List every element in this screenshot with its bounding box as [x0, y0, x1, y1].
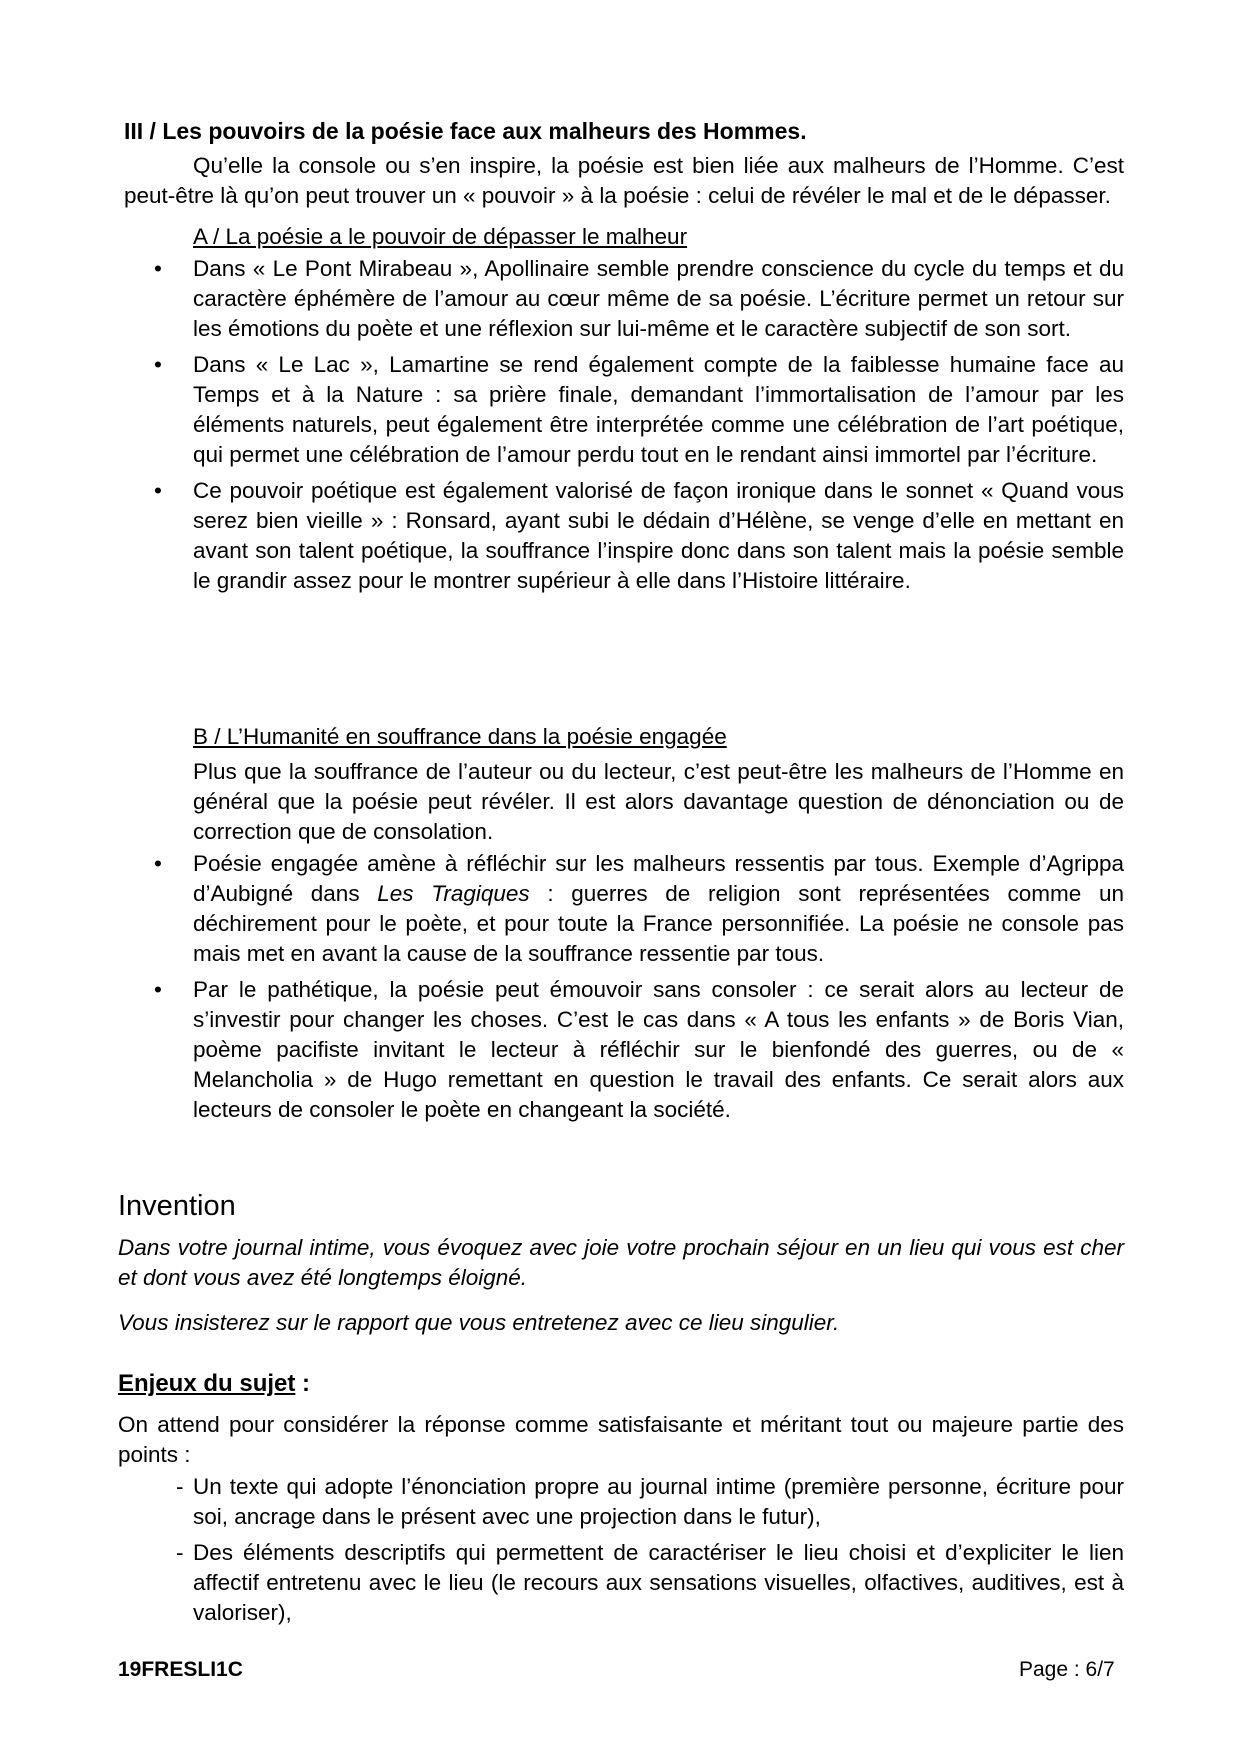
list-item-text: Dans « Le Lac », Lamartine se rend également compte de la faiblesse humaine face au Temps et à la Nature : sa prière finale, demandant l’immortalisation de l’amour par les éléments naturels, peut également être interprétée comme une célébration de l’art poétique, qui permet une célébration de l’amour perdu tout en le rendant ainsi immortel par l’écriture. — [193, 352, 1124, 467]
list-item — [124, 476, 1124, 596]
bullet-icon: • — [154, 977, 162, 1002]
section-title: III / Les pouvoirs de la poésie face aux malheurs des Hommes. — [124, 118, 807, 144]
part-b-intro-block — [193, 757, 1124, 847]
list-item-text: Dans « Le Pont Mirabeau », Apollinaire semble prendre conscience du cycle du temps et du caractère éphémère de l’amour au cœur même de sa poésie. L’écriture permet un retour sur les émotions du poète et une réflexion sur lui-même et le caractère subjectif de son sort. — [193, 256, 1124, 341]
list-item — [124, 350, 1124, 470]
list-item — [124, 254, 1124, 344]
list-item-text: Des éléments descriptifs qui permettent de caractériser le lieu choisi et d’expliciter le lien affectif entretenu avec le lieu (le recours aux sensations visuelles, olfactives, auditives, est à valoriser), — [193, 1540, 1124, 1625]
invention-prompt-1-block — [118, 1233, 1124, 1293]
enjeux-heading — [118, 1370, 310, 1398]
list-item-text-pre: Poésie engagée amène à réfléchir sur les malheurs ressentis par tous. Exemple d’Agrippa d’Aubigné dans — [193, 851, 1124, 906]
list-item-text: Ce pouvoir poétique est également valorisé de façon ironique dans le sonnet « Quand vous serez bien vieille » : Ronsard, ayant subi le dédain d’Hélène, se venge d’elle en mettant en avant son talent poétique, la souffrance l’inspire donc dans son talent mais la poésie semble le grandir assez pour le montrer supérieur à elle dans l’Histoire littéraire. — [193, 478, 1124, 593]
dash-icon: - — [176, 1474, 184, 1499]
enjeux-intro: On attend pour considérer la réponse comme satisfaisante et méritant tout ou majeure partie des points : — [118, 1412, 1124, 1467]
invention-heading: Invention — [118, 1190, 236, 1222]
footer-doc-code: 19FRESLI1C — [118, 1658, 243, 1681]
dash-icon: - — [176, 1540, 184, 1565]
part-b-heading: B / L’Humanité en souffrance dans la poésie engagée — [193, 724, 727, 749]
book-title: Les Tragiques — [377, 881, 530, 906]
invention-prompt-1: Dans votre journal intime, vous évoquez avec joie votre prochain séjour en un lieu qui vous est cher et dont vous avez été longtemps éloigné. — [118, 1235, 1124, 1290]
enjeux-colon: : — [295, 1370, 311, 1397]
part-a-heading: A / La poésie a le pouvoir de dépasser le malheur — [193, 224, 688, 249]
list-item — [176, 1472, 1124, 1532]
list-item — [176, 1538, 1124, 1628]
part-b-intro: Plus que la souffrance de l’auteur ou du lecteur, c’est peut-être les malheurs de l’Homme en général que la poésie peut révéler. Il est alors davantage question de dénonciation ou de correction que de consolation. — [193, 759, 1124, 844]
list-item-text: Un texte qui adopte l’énonciation propre au journal intime (première personne, écriture pour soi, ancrage dans le présent avec une projection dans le futur), — [193, 1474, 1124, 1529]
bullet-icon: • — [154, 478, 162, 503]
enjeux-intro-block — [118, 1410, 1124, 1470]
bullet-icon: • — [154, 851, 162, 876]
footer-page-number: Page : 6/7 — [1019, 1658, 1115, 1681]
list-item — [124, 849, 1124, 969]
list-item-text: Par le pathétique, la poésie peut émouvoir sans consoler : ce serait alors au lecteur de s’investir pour changer les choses. C’est le cas dans « A tous les enfants » de Boris Vian, poème pacifiste invitant le lecteur à réfléchir sur le bienfondé des guerres, ou de « Melancholia » de Hugo remettant en question le travail des enfants. Ce serait alors aux lecteurs de consoler le poète en changeant la société. — [193, 977, 1124, 1122]
enjeux-dash-list — [176, 1472, 1124, 1634]
part-a-bullet-list — [124, 254, 1124, 602]
section-intro-block — [124, 151, 1124, 211]
section-intro: Qu’elle la console ou s’en inspire, la poésie est bien liée aux malheurs de l’Homme. C’est peut-être là qu’on peut trouver un « pouvoir » à la poésie : celui de révéler le mal et de le dépasser. — [124, 153, 1124, 208]
list-item-text-post: : guerres de religion sont représentées comme un déchirement pour le poète, et pour toute la France personnifiée. La poésie ne console pas mais met en avant la cause de la souffrance ressentie par tous. — [193, 881, 1124, 966]
bullet-icon: • — [154, 256, 162, 281]
bullet-icon: • — [154, 352, 162, 377]
list-item — [124, 975, 1124, 1125]
enjeux-label: Enjeux du sujet — [118, 1370, 296, 1397]
invention-prompt-2: Vous insisterez sur le rapport que vous entretenez avec ce lieu singulier. — [118, 1310, 840, 1335]
invention-prompt-2-block — [118, 1308, 1124, 1338]
part-b-bullet-list — [124, 849, 1124, 1131]
